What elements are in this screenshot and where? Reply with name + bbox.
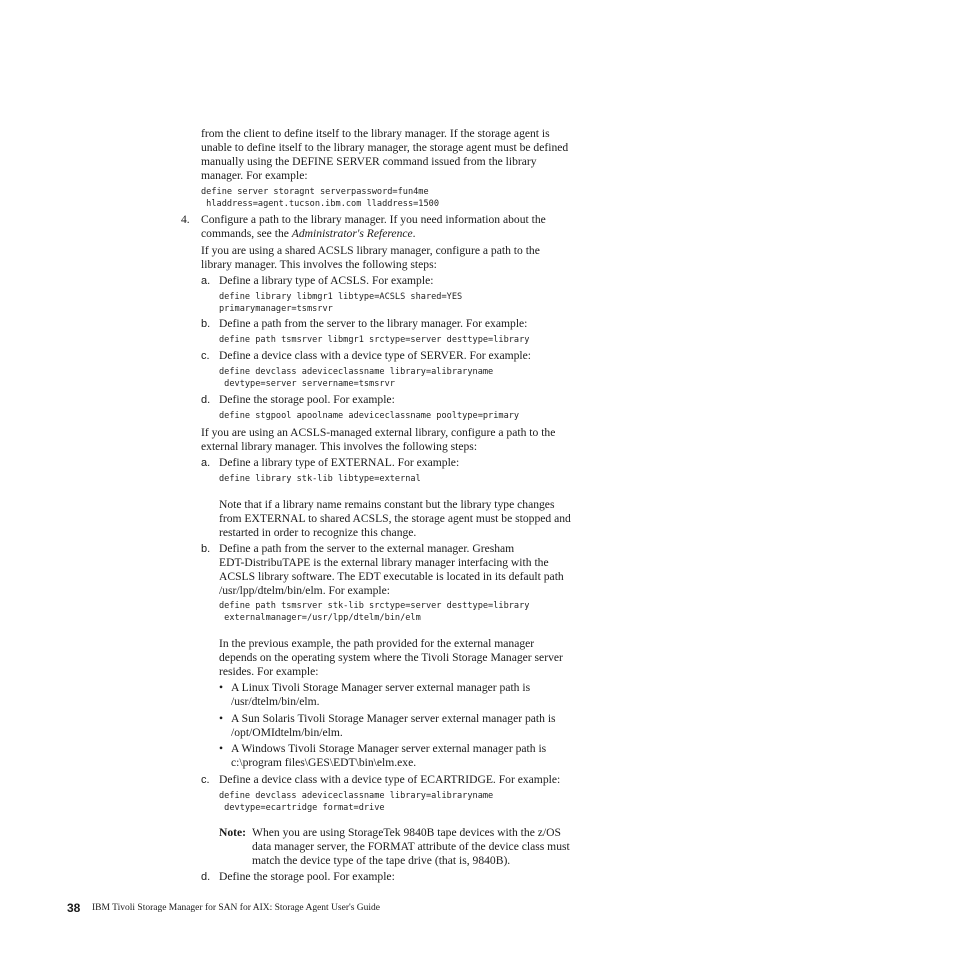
external-step-a-text: Define a library type of EXTERNAL. For example: <box>219 456 460 469</box>
note-line-2: data manager server, the FORMAT attribute of the device class must <box>252 840 570 853</box>
external-note-line-3: restarted in order to recognize this change. <box>219 526 417 539</box>
intro-line-1: from the client to define itself to the library manager. If the storage agent is <box>201 127 550 140</box>
external-note-line-2: from EXTERNAL to shared ACSLS, the storage agent must be stopped and <box>219 512 571 525</box>
note-label: Note: <box>219 826 247 839</box>
external-step-b-line-1: Define a path from the server to the external manager. Gresham <box>219 542 515 555</box>
intro-line-4: manager. For example: <box>201 169 308 182</box>
external-intro-line-1: If you are using an ACSLS-managed external library, configure a path to the <box>201 426 556 439</box>
substep-letter: c. <box>201 350 210 362</box>
reference-title: Administrator's Reference <box>291 227 413 240</box>
shared-step-d-code-1: define stgpool apoolname adeviceclassname pooltype=primary <box>219 411 520 421</box>
bullet-3-line-2: c:\program files\GES\EDT\bin\elm.exe. <box>231 756 417 769</box>
substep-letter: b. <box>201 318 211 330</box>
bullet-3-line-1: A Windows Tivoli Storage Manager server external manager path is <box>231 742 547 755</box>
external-note-line-1: Note that if a library name remains constant but the library type changes <box>219 498 555 511</box>
external-step-b-code-1: define path tsmsrver stk-lib srctype=server desttype=library <box>219 601 530 611</box>
substep-letter: b. <box>201 543 211 555</box>
shared-intro-line-2: library manager. This involves the following steps: <box>201 258 437 271</box>
substep-letter: c. <box>201 774 210 786</box>
external-step-b-line-2: EDT-DistribuTAPE is the external library manager interfacing with the <box>219 556 549 569</box>
external-step-c-code-2: devtype=ecartridge format=drive <box>219 803 385 813</box>
note-line-3: match the device type of the tape drive (that is, 9840B). <box>252 854 511 867</box>
substep-letter: a. <box>201 275 211 287</box>
intro-code-line-2: hladdress=agent.tucson.ibm.com lladdress=1500 <box>201 199 439 209</box>
shared-step-c-code-2: devtype=server servername=tsmsrvr <box>219 379 395 389</box>
step-number: 4. <box>181 213 190 226</box>
intro-code-line-1: define server storagnt serverpassword=fun4me <box>201 187 429 197</box>
shared-step-a-code-2: primarymanager=tsmsrvr <box>219 304 333 314</box>
external-step-d-text: Define the storage pool. For example: <box>219 870 395 883</box>
bullet-2-line-1: A Sun Solaris Tivoli Storage Manager server external manager path is <box>231 712 556 725</box>
shared-step-a-code-1: define library libmgr1 libtype=ACSLS shared=YES <box>219 292 463 302</box>
external-step-a-code-1: define library stk-lib libtype=external <box>219 474 421 484</box>
shared-step-c-text: Define a device class with a device type of SERVER. For example: <box>219 349 532 362</box>
shared-intro-line-1: If you are using a shared ACSLS library manager, configure a path to the <box>201 244 540 257</box>
shared-step-a-text: Define a library type of ACSLS. For example: <box>219 274 434 287</box>
note-line-1: When you are using StorageTek 9840B tape devices with the z/OS <box>252 826 561 839</box>
bullet-icon: • <box>219 742 224 755</box>
step4-line-2: commands, see the Administrator's Reference. <box>201 227 416 240</box>
external-step-b-line-3: ACSLS library software. The EDT executable is located in its default path <box>219 570 564 583</box>
shared-step-b-code-1: define path tsmsrver libmgr1 srctype=server desttype=library <box>219 335 530 345</box>
footer-title: IBM Tivoli Storage Manager for SAN for AIX: Storage Agent User's Guide <box>92 903 381 913</box>
shared-step-b-text: Define a path from the server to the library manager. For example: <box>219 317 528 330</box>
bullet-1-line-2: /usr/dtelm/bin/elm. <box>231 695 320 708</box>
external-step-b-code-2: externalmanager=/usr/lpp/dtelm/bin/elm <box>219 613 421 623</box>
intro-line-3: manually using the DEFINE SERVER command issued from the library <box>201 155 537 168</box>
bullet-1-line-1: A Linux Tivoli Storage Manager server external manager path is <box>231 681 531 694</box>
substep-letter: d. <box>201 871 211 883</box>
previous-example-line-2: depends on the operating system where the Tivoli Storage Manager server <box>219 651 563 664</box>
external-step-c-text: Define a device class with a device type of ECARTRIDGE. For example: <box>219 773 561 786</box>
bullet-icon: • <box>219 712 224 725</box>
previous-example-line-1: In the previous example, the path provided for the external manager <box>219 637 535 650</box>
substep-letter: a. <box>201 457 211 469</box>
external-intro-line-2: external library manager. This involves the following steps: <box>201 440 478 453</box>
external-step-b-line-4: /usr/lpp/dtelm/bin/elm. For example: <box>219 584 390 597</box>
step4-line-1: Configure a path to the library manager. If you need information about the <box>201 213 546 226</box>
bullet-2-line-2: /opt/OMIdtelm/bin/elm. <box>231 726 343 739</box>
substep-letter: d. <box>201 394 211 406</box>
page-number: 38 <box>67 901 81 915</box>
shared-step-c-code-1: define devclass adeviceclassname library=alibraryname <box>219 367 494 377</box>
shared-step-d-text: Define the storage pool. For example: <box>219 393 395 406</box>
external-step-c-code-1: define devclass adeviceclassname library=alibraryname <box>219 791 494 801</box>
intro-line-2: unable to define itself to the library manager, the storage agent must be defined <box>201 141 569 154</box>
bullet-icon: • <box>219 681 224 694</box>
previous-example-line-3: resides. For example: <box>219 665 319 678</box>
